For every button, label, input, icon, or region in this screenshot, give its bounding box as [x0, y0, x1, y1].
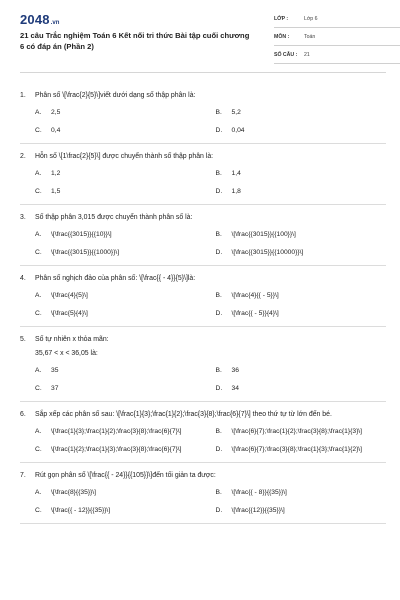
question-text: Số thập phân 3,015 được chuyển thành phân số là: [35, 214, 193, 221]
option-letter: B. [215, 231, 222, 239]
option-letter: B. [215, 170, 222, 178]
option-text: 1,5 [51, 188, 61, 196]
answer-option-d[interactable] [216, 505, 387, 517]
question-text: Rút gọn phân số \[\frac{{ - 24}}{{105}}\]đến tối giản ta được: [35, 472, 216, 479]
option-text: 35 [51, 367, 59, 375]
option-letter: D. [215, 188, 223, 196]
answer-option-a[interactable] [35, 229, 206, 241]
option-text: \[\frac{{ - 8}}{{35}}\] [231, 489, 287, 497]
option-letter: C. [35, 507, 42, 515]
question-text: Phân số \[\frac{2}{5}\]viết dưới dạng số thập phân là: [35, 92, 196, 99]
answer-option-c[interactable] [35, 505, 206, 517]
option-letter: A. [35, 170, 42, 178]
option-text: \[\frac{{3015}}{{10}}\] [51, 231, 112, 239]
option-letter: B. [215, 428, 222, 436]
option-letter: A. [35, 489, 42, 497]
question-number: 1. [20, 92, 26, 99]
option-letter: C. [35, 310, 42, 318]
question-list [20, 73, 386, 524]
answer-option-d[interactable] [216, 125, 387, 137]
option-letter: D. [215, 385, 223, 393]
answer-option-c[interactable] [35, 444, 206, 456]
option-letter: A. [35, 428, 42, 436]
answer-option-d[interactable] [216, 308, 387, 320]
option-text: \[\frac{1}{2};\frac{1}{3};\frac{3}{8};\frac{6}{7}\] [51, 446, 182, 454]
option-text: 1,4 [231, 170, 241, 178]
meta-value: 21 [304, 51, 310, 58]
option-letter: D. [215, 310, 223, 318]
answer-option-c[interactable] [35, 247, 206, 259]
answer-option-d[interactable] [216, 444, 387, 456]
option-letter: B. [215, 367, 222, 375]
document-title: 21 câu Trắc nghiệm Toán 6 Kết nối tri thức Bài tập cuối chương 6 có đáp án (Phần 2) [20, 31, 250, 51]
question-text: Sắp xếp các phân số sau: \[\frac{1}{3};\frac{1}{2};\frac{3}{8};\frac{6}{7}\] theo thứ tự từ lớn đến bé. [35, 411, 332, 418]
option-text: \[\frac{4}{5}\] [51, 292, 88, 300]
option-text: 5,2 [231, 109, 241, 117]
option-text: 1,8 [231, 188, 241, 196]
option-letter: A. [35, 292, 42, 300]
answer-option-d[interactable] [216, 247, 387, 259]
answer-option-c[interactable] [35, 308, 206, 320]
answer-option-a[interactable] [35, 365, 206, 377]
answer-option-c[interactable] [35, 186, 206, 198]
meta-label: LỚP : [274, 15, 289, 22]
answer-option-d[interactable] [216, 186, 387, 198]
question-item [20, 83, 386, 144]
logo-suffix: .vn [50, 20, 60, 26]
answer-option-d[interactable] [216, 383, 387, 395]
answer-option-b[interactable] [216, 290, 387, 302]
answer-option-a[interactable] [35, 168, 206, 180]
option-text: \[\frac{{3015}}{{100}}\] [231, 231, 296, 239]
answer-options [20, 426, 386, 456]
question-item [20, 402, 386, 463]
answer-option-b[interactable] [216, 168, 387, 180]
option-text: 2,5 [51, 109, 61, 117]
option-letter: A. [35, 367, 42, 375]
meta-label: MÔN : [274, 33, 290, 40]
meta-row-subject [274, 28, 400, 46]
answer-options [20, 168, 386, 198]
question-number: 5. [20, 336, 26, 343]
answer-options [20, 229, 386, 259]
logo-text: 2048 [20, 12, 50, 27]
document-header [20, 0, 386, 73]
option-text: \[\frac{6}{7};\frac{3}{8};\frac{1}{3};\frac{1}{2}\] [231, 446, 363, 454]
option-text: \[\frac{5}{4}\] [51, 310, 88, 318]
answer-option-a[interactable] [35, 107, 206, 119]
meta-label: SỐ CÂU : [274, 51, 298, 58]
answer-option-a[interactable] [35, 426, 206, 438]
option-text: 36 [231, 367, 239, 375]
question-item [20, 205, 386, 266]
answer-option-a[interactable] [35, 487, 206, 499]
option-letter: D. [215, 446, 223, 454]
question-number: 4. [20, 275, 26, 282]
question-number: 2. [20, 153, 26, 160]
option-text: \[\frac{4}{{ - 5}}\] [231, 292, 279, 300]
option-letter: D. [215, 249, 223, 257]
question-number: 7. [20, 472, 26, 479]
option-letter: A. [35, 231, 42, 239]
option-letter: C. [35, 127, 42, 135]
answer-options [20, 487, 386, 517]
option-letter: D. [215, 127, 223, 135]
meta-row-class [274, 10, 400, 28]
question-text: Số tự nhiên x thỏa mãn: [35, 336, 109, 343]
question-item [20, 144, 386, 205]
meta-row-count [274, 46, 400, 64]
option-text: \[\frac{{12}}{{35}}\] [231, 507, 285, 515]
option-letter: B. [215, 489, 222, 497]
option-text: 1,2 [51, 170, 61, 178]
answer-options [20, 365, 386, 395]
meta-value: Toán [304, 33, 316, 40]
question-subtext: 35,67 < x < 36,05 là: [35, 350, 98, 357]
answer-options [20, 290, 386, 320]
option-letter: C. [35, 446, 42, 454]
option-letter: B. [215, 292, 222, 300]
option-text: \[\frac{{3015}}{{10000}}\] [231, 249, 304, 257]
option-text: \[\frac{{ - 12}}{{35}}\] [51, 507, 111, 515]
option-letter: D. [215, 507, 223, 515]
option-text: 0,4 [51, 127, 61, 135]
question-text: Phân số nghịch đảo của phân số: \[\frac{{ - 4}}{5}\]là: [35, 275, 196, 282]
answer-option-a[interactable] [35, 290, 206, 302]
meta-value: Lớp 6 [304, 15, 318, 22]
option-text: 0,04 [231, 127, 245, 135]
question-item [20, 266, 386, 327]
answer-option-b[interactable] [216, 229, 387, 241]
question-item [20, 327, 386, 402]
answer-option-b[interactable] [216, 426, 387, 438]
question-item [20, 463, 386, 524]
option-letter: C. [35, 249, 42, 257]
answer-option-b[interactable] [216, 107, 387, 119]
question-text: Hỗn số \[1\frac{2}{5}\] được chuyển thành số thập phân là: [35, 153, 214, 160]
option-letter: C. [35, 188, 42, 196]
option-text: 34 [231, 385, 239, 393]
option-text: 37 [51, 385, 59, 393]
site-logo[interactable] [20, 12, 59, 27]
option-text: \[\frac{6}{7};\frac{1}{2};\frac{3}{8};\frac{1}{3}\] [231, 428, 363, 436]
question-number: 3. [20, 214, 26, 221]
option-letter: A. [35, 109, 42, 117]
answer-options [20, 107, 386, 137]
answer-option-b[interactable] [216, 365, 387, 377]
option-text: \[\frac{8}{{35}}\] [51, 489, 96, 497]
option-letter: B. [215, 109, 222, 117]
question-number: 6. [20, 411, 26, 418]
answer-option-c[interactable] [35, 125, 206, 137]
answer-option-c[interactable] [35, 383, 206, 395]
option-letter: C. [35, 385, 42, 393]
option-text: \[\frac{{3015}}{{1000}}\] [51, 249, 120, 257]
answer-option-b[interactable] [216, 487, 387, 499]
option-text: \[\frac{1}{3};\frac{1}{2};\frac{3}{8};\frac{6}{7}\] [51, 428, 182, 436]
option-text: \[\frac{{ - 5}}{4}\] [231, 310, 279, 318]
meta-table [274, 10, 400, 64]
